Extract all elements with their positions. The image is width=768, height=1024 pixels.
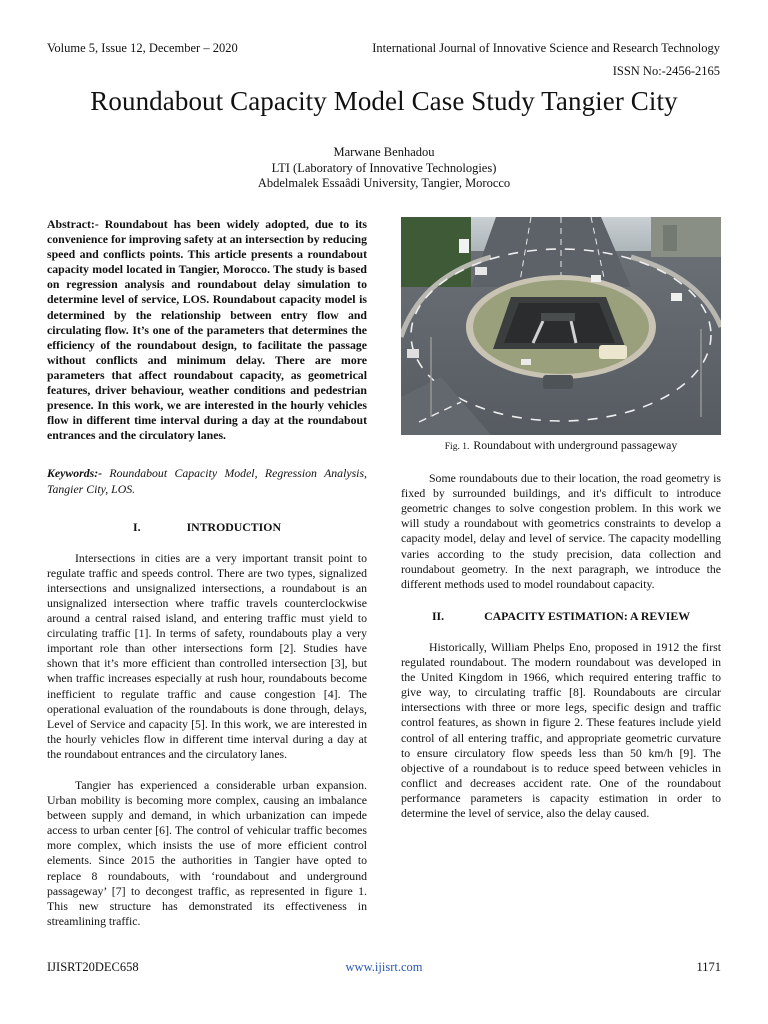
right-column [401, 217, 721, 821]
author-affiliation-university: Abdelmalek Essaâdi University, Tangier, Morocco [257, 176, 511, 190]
section-number: I. [133, 519, 141, 534]
journal-name-header: International Journal of Innovative Science and Research Technology [372, 41, 720, 55]
author-name: Marwane Benhadou [333, 145, 435, 159]
section-heading-capacity-review [401, 609, 721, 624]
section-title: INTRODUCTION [186, 519, 281, 534]
figure-caption [401, 438, 721, 455]
intro-paragraph-1: Intersections in cities are a very important transit point to regulate traffic and speeds control. There are two types, signalized intersections and unsignalized intersections, a roundabout is an unsignalized intersection where traffic travels counterclockwise around a central raised island, and entering traffic must yield to circulating traffic [1]. In terms of safety, roundabouts play a very important role than other intersections form [2]. Studies have shown that it’s more efficient than controlled intersection [3], but when traffic increases especially at rush hour, roundabouts become inefficient to regulate traffic and cause congestion [4]. The operational evaluation of the roundabouts is done through, delays, Level of Service and capacity [5]. In this work, we are interested in the hourly vehicles flow in different time interval during a day at the roundabout entrances and the circulatory lanes. [47, 550, 367, 761]
review-paragraph-1: Historically, William Phelps Eno, proposed in 1912 the first regulated roundabout. The modern roundabout was developed in the United Kingdom in 1966, which required entering traffic to give way, to circulating traffic [8]. Roundabouts are circular intersections with three or more legs, specific design and traffic control features, as shown in figure 2. These features include yield control of all entering traffic, and appropriate geometric curvature to ensure circulatory flow speeds less than 50 km/h [9]. The objective of a roundabout is to reduce speed between vehicles in conflict and decreases accident rate. One of the roundabout performance parameters is capacity estimation in order to determine the level of service, also the delay caused. [401, 639, 721, 820]
abstract: Abstract:- Roundabout has been widely adopted, due to its convenience for improving safety at an intersection by reducing speed and conflicts points. This article presents a roundabout capacity model located in Tangier, Morocco. The study is based on regression analysis and roundabout delay simulation to determine level of service, LOS. Roundabout capacity model is determined by the relationship between entry flow and circulating flow. It’s one of the parameters that determines the efficiency of the roundabout design, to facilitate the passage without conflicts and minimum delay. There are more parameters that affect roundabout capacity, as geometrical features, driver behaviour, weather conditions and pedestrian presence. In this work, we are interested in the hourly vehicles flow in different time interval during a day at the roundabout entrances and the circulatory lanes. [47, 217, 367, 443]
paper-title: Roundabout Capacity Model Case Study Tangier City [90, 86, 678, 116]
keywords [47, 466, 367, 496]
page-number: 1171 [696, 960, 721, 974]
section-title: CAPACITY ESTIMATION: A REVIEW [484, 608, 691, 623]
author-affiliation-lab: LTI (Laboratory of Innovative Technologies) [271, 160, 497, 175]
figure-label: Fig. 1. [444, 442, 470, 452]
journal-volume-header: Volume 5, Issue 12, December – 2020 [47, 41, 238, 55]
keywords-text: Roundabout Capacity Model, Regression Analysis, Tangier City, LOS. [47, 466, 367, 496]
roundabout-photo [401, 217, 721, 435]
keywords-label: Keywords:- [47, 466, 103, 481]
section-number: II. [431, 608, 445, 623]
section-heading-introduction [47, 520, 367, 535]
left-column [47, 217, 367, 929]
journal-website-link[interactable]: www.ijisrt.com [345, 960, 423, 974]
intro-paragraph-2: Tangier has experienced a considerable urban expansion. Urban mobility is becoming more complex, causing an imbalance between supply and demand, in which urbanization can impede access to urban center [6]. The control of vehicular traffic becomes more complex, which insists the use of more efficient control elements. Since 2015 the authorities in Tangier have opted to replace 8 roundabouts, with ‘roundabout and underground passageway’ [7] to decongest traffic, as represented in figure 1. This new structure has demonstrated its effectiveness in streamlining traffic. [47, 778, 367, 928]
right-paragraph-1: Some roundabouts due to their location, the road geometry is fixed by surrounded buildings, and it's difficult to introduce geometric changes to solve congestion problem. In this work we will study a roundabout with geometrics constraints to develop a capacity model, delay and level of service. The capacity modelling varies according to the study precision, data collection and roundabout geometry. In the next paragraph, we introduce the different methods used to model roundabout capacity. [401, 471, 721, 591]
author-block [0, 145, 768, 192]
issn-header: ISSN No:-2456-2165 [612, 64, 720, 78]
paper-id-footer: IJISRT20DEC658 [47, 960, 139, 974]
figure-caption-text: Roundabout with underground passageway [473, 438, 678, 452]
